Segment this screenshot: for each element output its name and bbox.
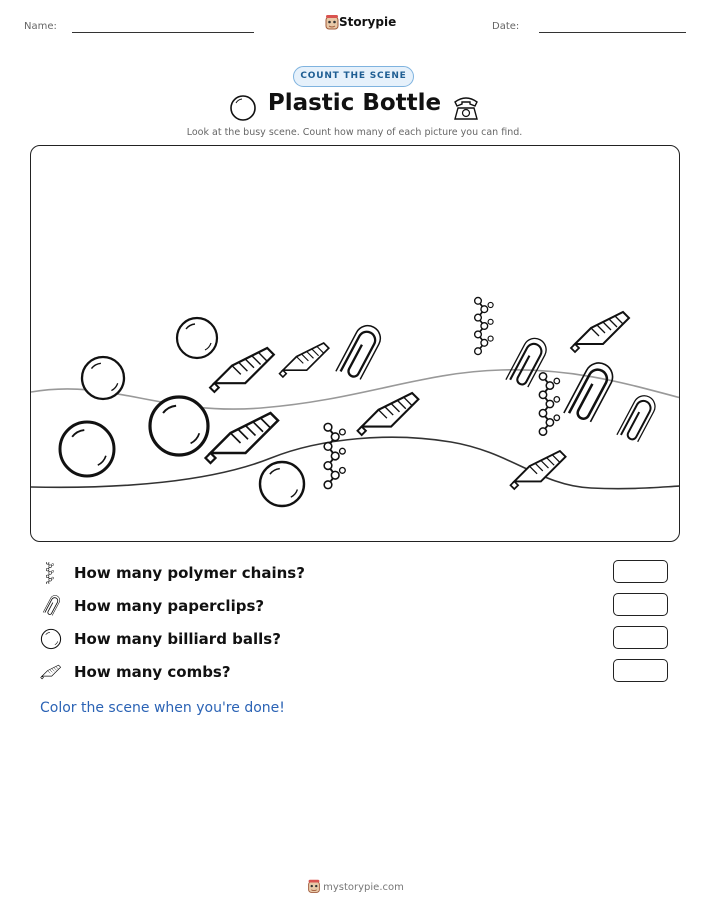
date-label: Date: bbox=[492, 21, 520, 32]
billiard-ball bbox=[260, 462, 304, 506]
polymer-chain bbox=[324, 423, 345, 488]
answer-box-billiard-balls[interactable] bbox=[613, 626, 668, 649]
worksheet-title: Plastic Bottle bbox=[267, 90, 442, 116]
billiard-ball bbox=[60, 422, 114, 476]
comb bbox=[358, 393, 419, 435]
billiard-ball bbox=[177, 318, 217, 358]
name-field[interactable] bbox=[72, 32, 254, 33]
comb bbox=[210, 348, 274, 392]
front-wave bbox=[31, 437, 680, 488]
date-field[interactable] bbox=[539, 32, 686, 33]
paperclip bbox=[617, 392, 659, 445]
answer-box-polymer-chains[interactable] bbox=[613, 560, 668, 583]
billiard-ball bbox=[150, 397, 208, 455]
comb bbox=[511, 451, 566, 489]
comb bbox=[280, 343, 329, 377]
paperclip bbox=[336, 321, 385, 383]
paperclip bbox=[564, 358, 618, 426]
closing-note: Color the scene when you're done! bbox=[40, 700, 285, 716]
paperclip-icon bbox=[40, 595, 62, 617]
question-polymer-chains: How many polymer chains? bbox=[74, 564, 305, 582]
comb bbox=[571, 312, 629, 352]
name-label: Name: bbox=[24, 21, 57, 32]
billiard-ball bbox=[82, 357, 124, 399]
telephone-icon bbox=[450, 92, 482, 122]
answer-box-paperclips[interactable] bbox=[613, 593, 668, 616]
counting-scene[interactable] bbox=[30, 145, 680, 542]
billiard-ball-icon bbox=[40, 628, 62, 650]
question-paperclips: How many paperclips? bbox=[74, 597, 265, 615]
polymer-chain bbox=[539, 373, 559, 436]
comb-icon bbox=[40, 661, 62, 683]
activity-tag: COUNT THE SCENE bbox=[293, 66, 414, 87]
question-combs: How many combs? bbox=[74, 663, 231, 681]
comb bbox=[206, 413, 279, 463]
polymer-chain-icon bbox=[40, 562, 62, 584]
footer-url[interactable]: mystorypie.com bbox=[323, 882, 404, 893]
instructions: Look at the busy scene. Count how many of each picture you can find. bbox=[186, 127, 523, 138]
answer-box-combs[interactable] bbox=[613, 659, 668, 682]
question-billiard-balls: How many billiard balls? bbox=[74, 630, 281, 648]
paperclip bbox=[506, 334, 550, 390]
polymer-chain bbox=[475, 297, 493, 354]
brand-name: Storypie bbox=[339, 15, 397, 29]
